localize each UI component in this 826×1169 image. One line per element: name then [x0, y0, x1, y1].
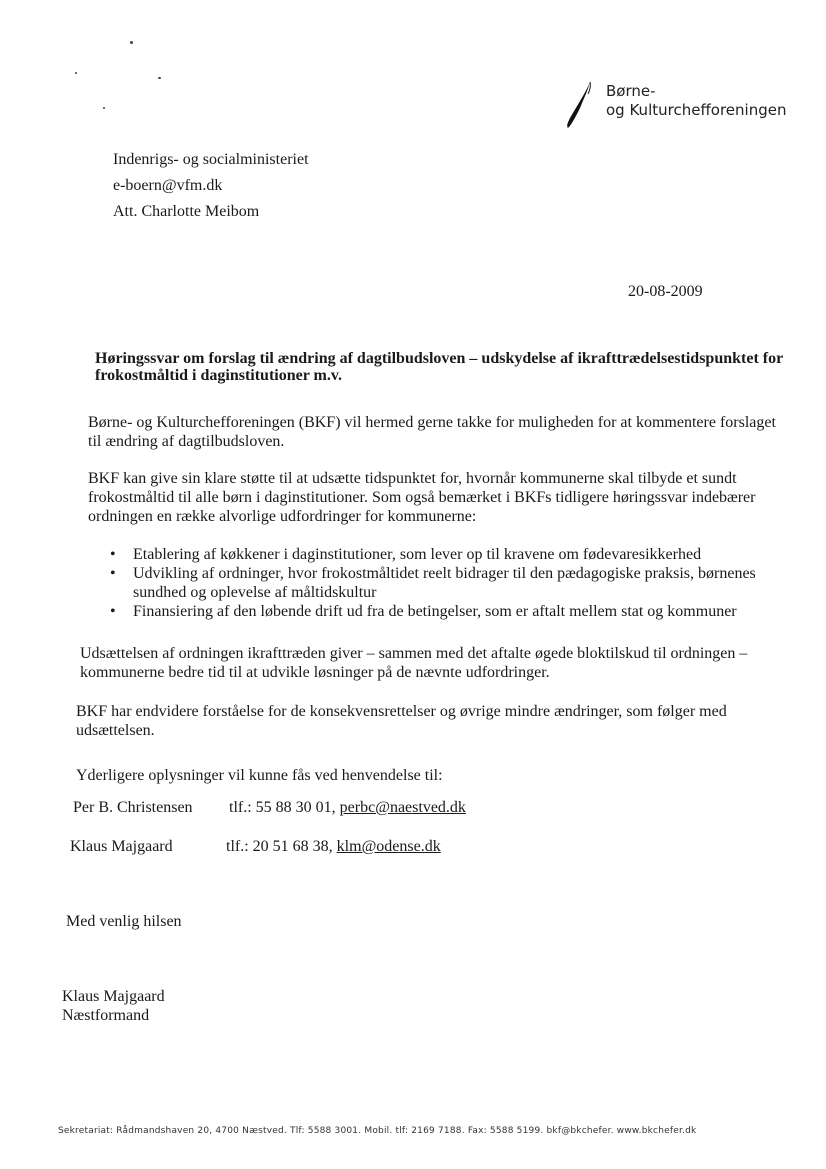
contact-row — [73, 798, 466, 817]
letter-date: 20-08-2009 — [628, 283, 703, 300]
contact-row — [70, 837, 441, 856]
letter-subject: Høringssvar om forslag til ændring af dagtilbudsloven – udskydelse af ikrafttrædelsestidspunktet for frokostmåltid i daginstitutioner m.v. — [95, 350, 783, 384]
contact-email-link[interactable]: klm@odense.dk — [336, 838, 441, 855]
contact-email-link[interactable]: perbc@naestved.dk — [339, 799, 466, 816]
closing-salutation: Med venlig hilsen — [66, 913, 182, 930]
list-item — [110, 545, 770, 564]
recipient-organization: Indenrigs- og socialministeriet — [113, 151, 309, 168]
scan-speck — [130, 41, 133, 44]
body-paragraph: Yderligere oplysninger vil kunne fås ved henvendelse til: — [76, 767, 443, 784]
bullet-icon: • — [110, 546, 116, 563]
org-name-line1: Børne- — [606, 82, 656, 100]
recipient-email: e-boern@vfm.dk — [113, 177, 223, 194]
list-item-text: Udvikling af ordninger, hvor frokostmåltidet reelt bidrager til den pædagogiske praksis, børnenes sundhed og oplevelse af måltidskultur — [133, 565, 756, 601]
signatory-title: Næstformand — [62, 1007, 150, 1024]
signatory-name: Klaus Majgaard — [62, 988, 165, 1005]
contact-phone: tlf.: 55 88 30 01, — [229, 799, 336, 816]
bullet-icon: • — [110, 603, 116, 620]
list-item — [110, 564, 770, 602]
scan-speck — [103, 107, 105, 109]
body-paragraph: BKF kan give sin klare støtte til at udsætte tidspunktet for, hvornår kommunerne skal tilbyde et sundt frokostmåltid til alle børn i daginstitutioner. Som også bemærket i BKFs tidligere høringssvar indebærer ordningen en række alvorlige udfordringer for kommunerne: — [88, 470, 756, 525]
quill-stroke-icon — [560, 78, 600, 130]
bullet-icon: • — [110, 565, 116, 582]
contact-phone: tlf.: 20 51 68 38, — [226, 838, 333, 855]
body-paragraph: BKF har endvidere forståelse for de konsekvensrettelser og øvrige mindre ændringer, som følger med udsættelsen. — [76, 703, 727, 739]
org-name-line2: og Kulturchefforeningen — [606, 101, 787, 119]
organization-name — [606, 82, 786, 120]
list-item-text: Etablering af køkkener i daginstitutioner, som lever op til kravene om fødevaresikkerhed — [133, 546, 702, 563]
scan-speck — [158, 77, 161, 79]
recipient-attention: Att. Charlotte Meibom — [113, 203, 260, 220]
recipient-address — [113, 150, 309, 228]
secretariat-footer: Sekretariat: Rådmandshaven 20, 4700 Næstved. Tlf: 5588 3001. Mobil. tlf: 2169 7188. Fax: 5588 5199. bkf@bkchefer. www.bkchefer.dk — [58, 1126, 697, 1136]
scan-speck — [75, 72, 77, 74]
list-item — [110, 602, 770, 621]
body-paragraph: Udsættelsen af ordningen ikrafttræden giver – sammen med det aftalte øgede bloktilskud til ordningen – kommunerne bedre tid til at udvikle løsninger på de nævnte udfordringer. — [80, 645, 748, 681]
contact-name: Klaus Majgaard — [70, 838, 173, 855]
contact-name: Per B. Christensen — [73, 799, 193, 816]
challenges-list — [110, 545, 770, 621]
list-item-text: Finansiering af den løbende drift ud fra de betingelser, som er aftalt mellem stat og kommuner — [133, 603, 737, 620]
body-paragraph: Børne- og Kulturchefforeningen (BKF) vil hermed gerne takke for muligheden for at kommentere forslaget til ændring af dagtilbudsloven. — [88, 414, 776, 450]
